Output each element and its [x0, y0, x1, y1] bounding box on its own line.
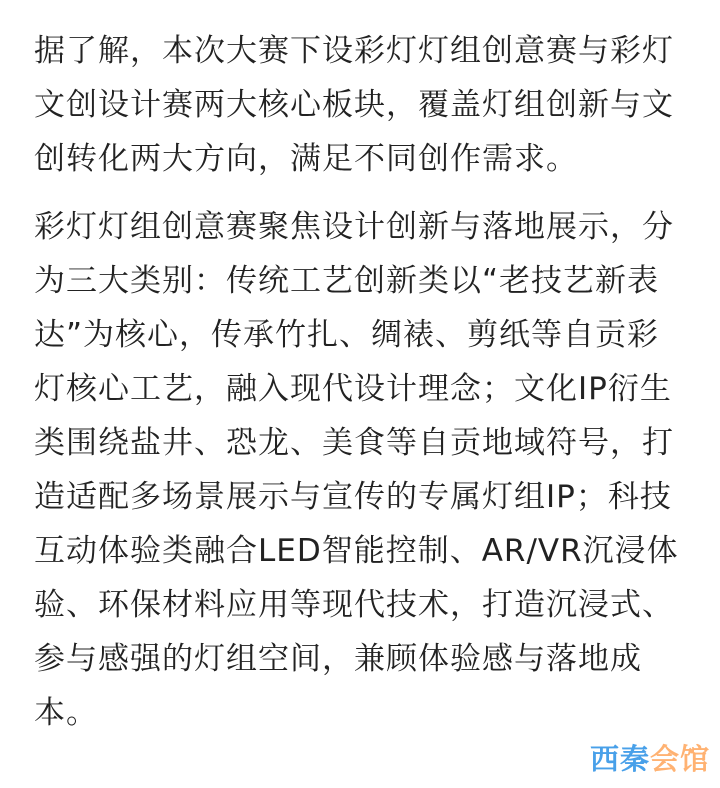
text-line: 本。	[34, 695, 98, 731]
text-line: 达”为核心，传承竹扎、绸裱、剪纸等自贡彩	[34, 317, 660, 353]
text-line: 彩灯灯组创意赛聚焦设计创新与落地展示，分	[34, 209, 674, 245]
text-line: 类围绕盐井、恐龙、美食等自贡地域符号，打	[34, 425, 674, 461]
watermark-logo	[590, 737, 710, 778]
text-line: 文创设计赛两大核心板块，覆盖灯组创新与文	[34, 87, 674, 123]
paragraph-1	[34, 24, 694, 186]
watermark-text-part2: 会馆	[649, 742, 710, 776]
text-line: 造适配多场景展示与宣传的专属灯组IP；科技	[34, 479, 672, 515]
watermark-text-part1: 西秦	[589, 742, 650, 776]
text-line: 创转化两大方向，满足不同创作需求。	[34, 141, 578, 177]
paragraph-2	[34, 200, 694, 740]
text-line: 互动体验类融合LED智能控制、AR/VR沉浸体	[34, 533, 679, 569]
text-line: 参与感强的灯组空间，兼顾体验感与落地成	[34, 641, 642, 677]
article-body	[34, 24, 694, 740]
text-line: 灯核心工艺，融入现代设计理念；文化IP衍生	[34, 371, 672, 407]
text-line: 据了解，本次大赛下设彩灯灯组创意赛与彩灯	[34, 33, 674, 69]
text-line: 为三大类别：传统工艺创新类以“老技艺新表	[34, 263, 660, 299]
text-line: 验、环保材料应用等现代技术，打造沉浸式、	[34, 587, 674, 623]
